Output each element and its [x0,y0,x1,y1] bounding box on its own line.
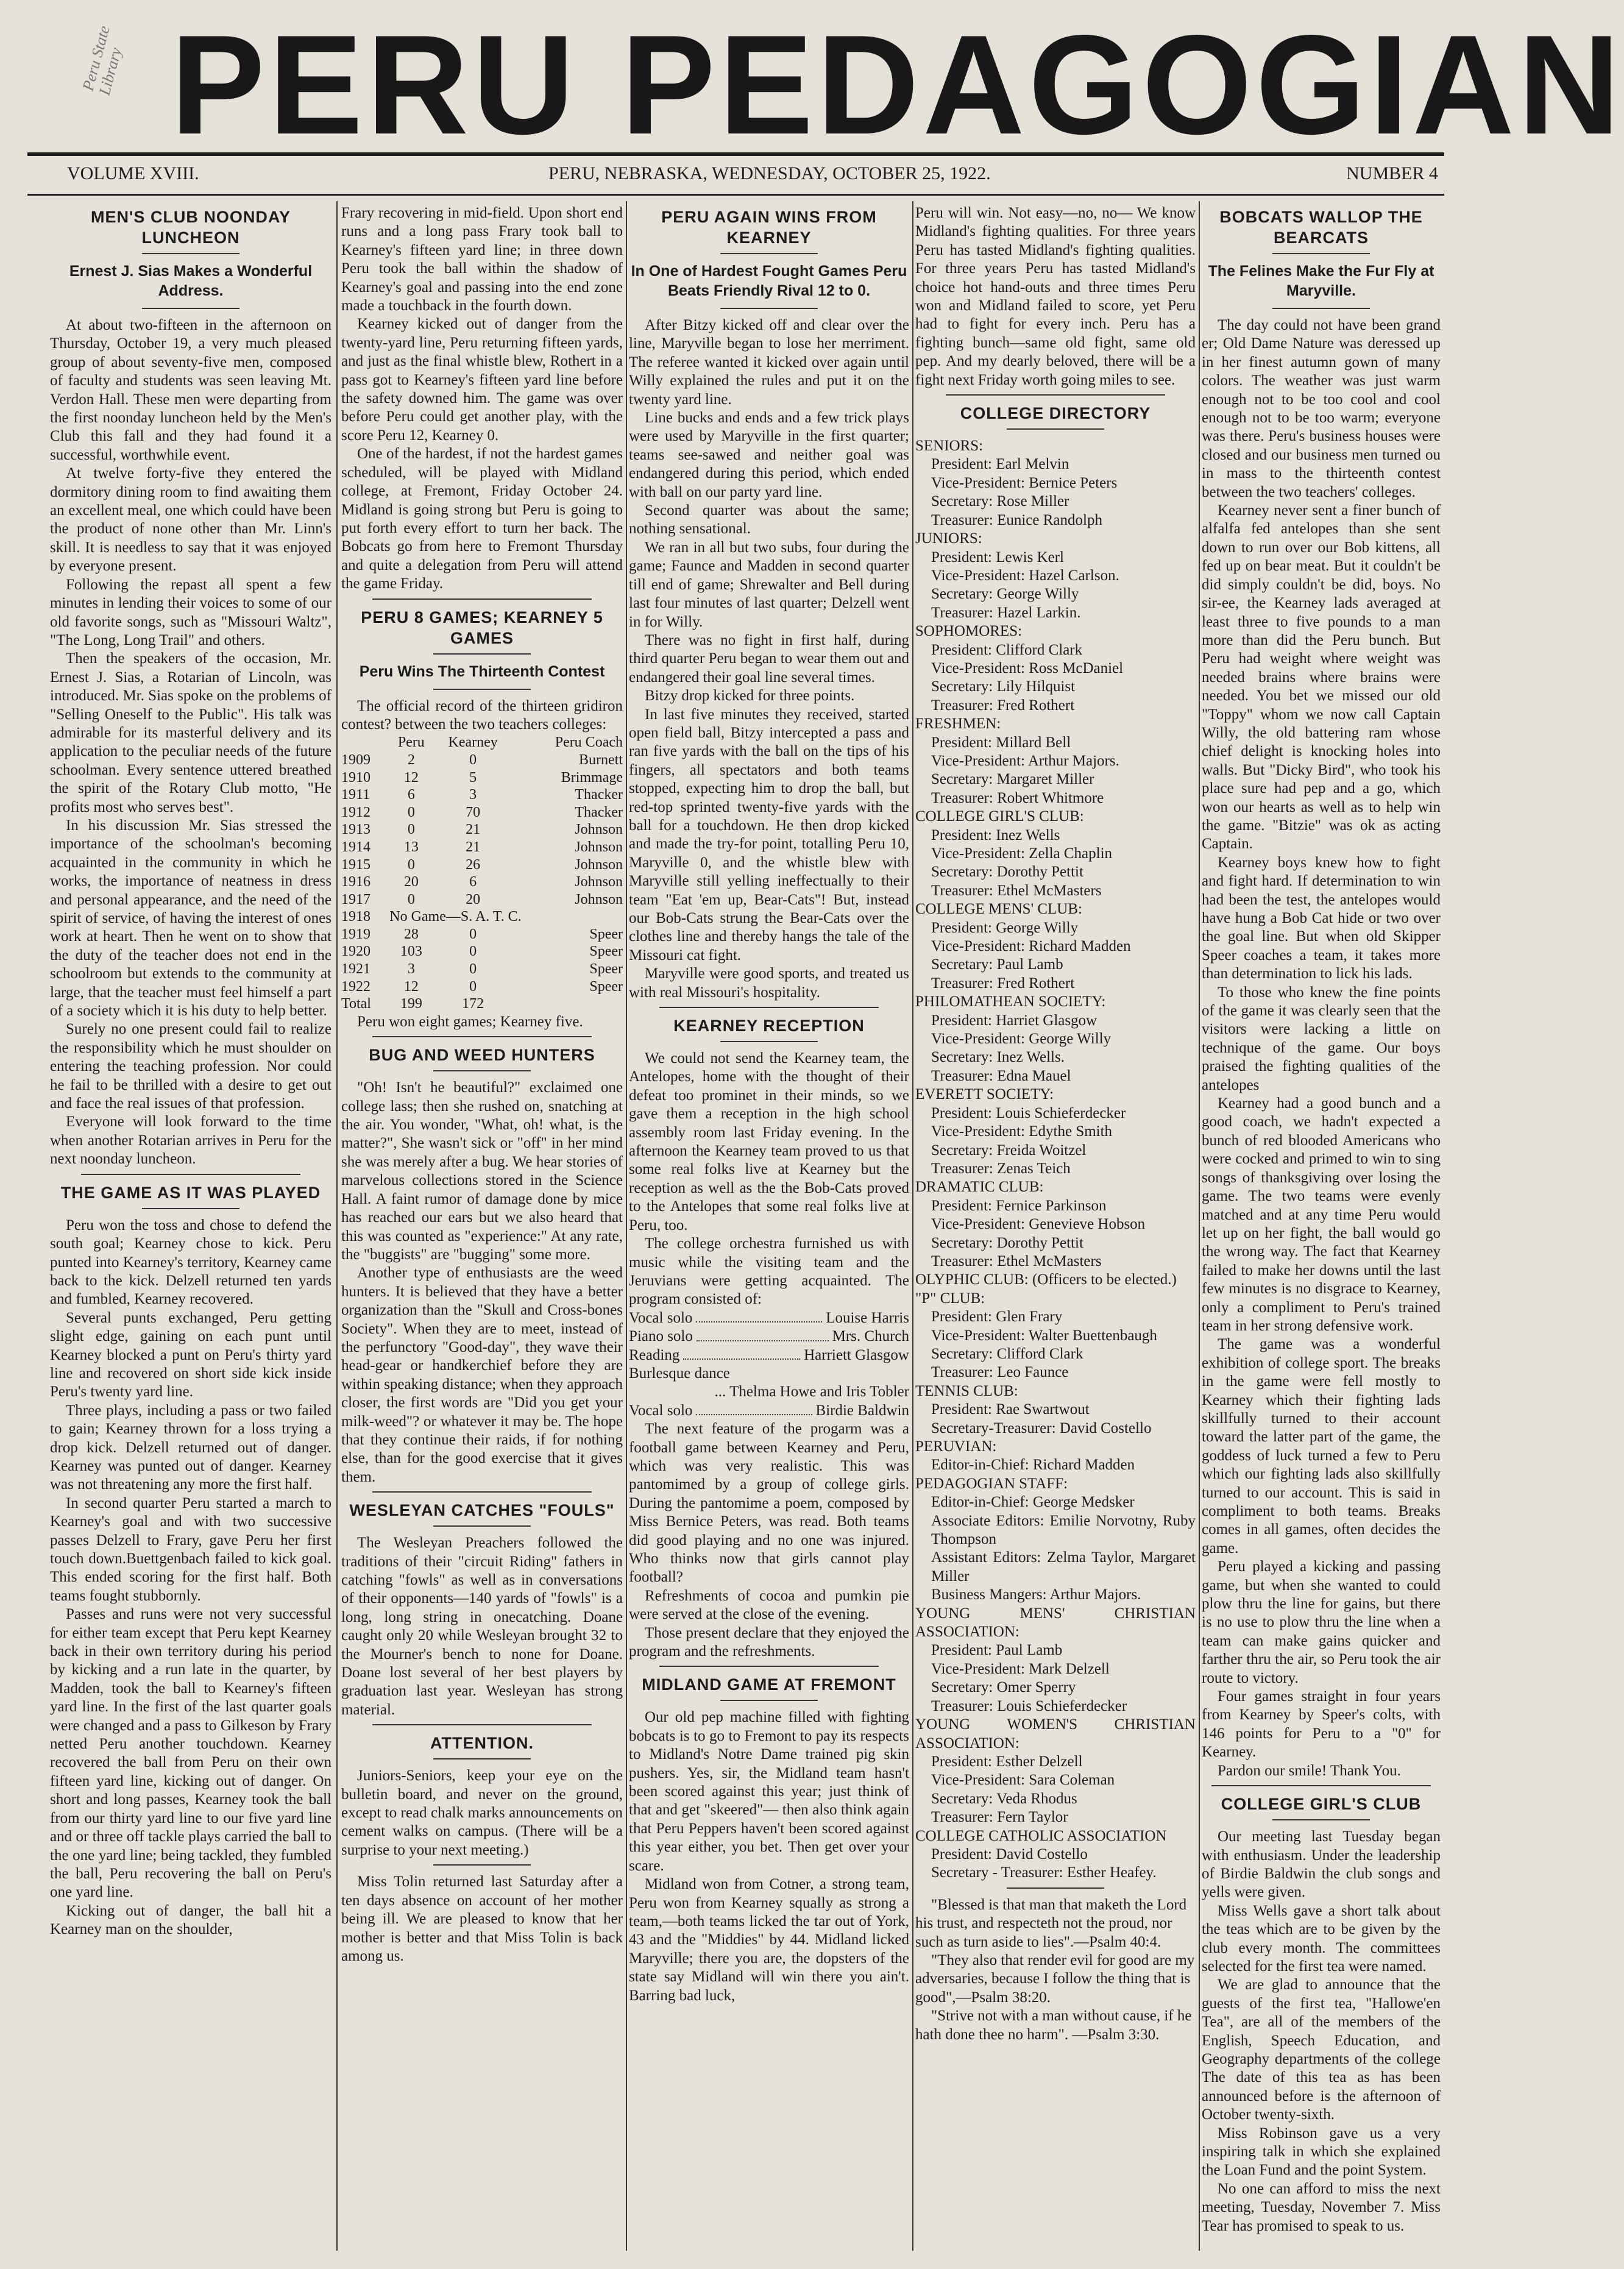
paragraph: Those present declare that they enjoyed the program and the refreshments. [629,1624,909,1660]
divider [720,1700,818,1701]
peru-score-cell: 3 [407,961,415,978]
program-performer: Mrs. Church [832,1328,909,1345]
divider [1272,253,1370,254]
paragraph: Frary recovering in mid-field. Upon short end runs and a long pass Frary took ball to Kearney's fifteen yard line; in three down Peru took the ball within the shadow of Kearney's goal and passing into the end zone made a touchback in the fourth down. [341,205,623,314]
paragraph: Four games straight in four years from Kearney by Speer's colts, with 146 points for Peru to a "0" for Kearney. [1202,1688,1441,1761]
directory-entry: Treasurer: Ethel McMasters [931,1252,1102,1269]
directory-entry: President: Harriet Glasgow [931,1012,1097,1029]
kearney-score-cell: 0 [469,926,477,942]
divider [433,1525,531,1527]
score-row [341,769,623,787]
header-cell: Kearney [448,734,498,751]
paragraph: The official record of the thirteen gridiron contest? between the two teachers colleges: [341,697,623,733]
year-cell: 1917 [341,891,371,907]
directory-entry: Secretary: Freida Woitzel [931,1142,1087,1159]
divider [946,394,1165,396]
directory-entry: Vice-President: Mark Delzell [931,1660,1110,1677]
peru-score-cell: 20 [403,874,419,890]
paragraph: Midland won from Cotner, a strong team, Peru won from Kearney squally as strong a team,—both teams licked the tar out of York, 43 and the "Middies" by 44. Midland licked Maryville; there you are, the dopsters of the state say Midland will win there you ain't. Barring bad luck, [629,1876,909,2004]
directory-entry: Secretary: Lily Hilquist [931,678,1076,695]
masthead-rule-top [27,152,1444,156]
article-heading: THE GAME AS IT WAS PLAYED [60,1183,321,1202]
program-item-title: Burlesque dance [629,1365,730,1382]
date-text: PERU, NEBRASKA, WEDNESDAY, OCTOBER 25, 1922. [548,163,991,183]
article-heading: ATTENTION. [430,1734,534,1753]
column-rule [1199,201,1200,2251]
paragraph: Kearney boys knew how to fight and fight hard. If determination to win had been the test, the antelopes would have hung a Bob Cat hide or two over the goal line. But when old Skipper Speer coaches a team, it takes more than determination to lick his lads. [1202,854,1441,982]
peru-score-cell: 12 [403,769,419,786]
paragraph: Kearney never sent a finer bunch of alfalfa fed antelopes than she sent down to run over our Bob kittens, all fed up on bear meat. But it couldn't be did simply couldn't be did, boys. No sir-ee, the Kearney lads averaged at least three to five pounds to a man more than did the Peru bunch. But Peru had weight where weight was needed brains where brains were needed. You bet we missed our old "Toppy" whom we now call Captain Willy, the old battering ram whose chief delight is knocking holes into walls. But "Dicky Bird", who took his place sure had pep and a go, which won our hearts as well as to help win the game. "Bitzie" was ok as acting Captain. [1202,502,1441,853]
directory-section: COLLEGE CATHOLIC ASSOCIATION [915,1827,1167,1844]
paragraph: Miss Robinson gave us a very inspiring talk in which she explained the Loan Fund and the point System. [1202,2125,1441,2179]
divider [433,653,531,655]
directory-entry: President: Louis Schieferdecker [931,1104,1126,1121]
program-item-title: Vocal solo [629,1402,693,1419]
directory-entry: Vice-President: Edythe Smith [931,1123,1113,1140]
year-cell: 1913 [341,822,371,838]
directory-entry: Secretary: Dorothy Pettit [931,1234,1083,1251]
score-row [341,891,623,909]
paragraph: Surely no one present could fail to realize the responsibility which he must shoulder on entering the teaching profession. Nor could he fail to be thrilled with a desire to get out and face the real issues of that profession. [50,1021,332,1112]
kearney-score-cell: 21 [466,839,481,855]
directory-entry: Editor-in-Chief: George Medsker [931,1494,1135,1511]
directory-section: SENIORS: [915,438,984,455]
score-row [341,873,623,891]
directory-entry: Treasurer: Edna Mauel [931,1067,1071,1084]
article-body [50,1216,332,1939]
paragraph: Maryville were good sports, and treated us with real Missouri's hospitality. [629,965,909,1001]
paragraph: Peru played a kicking and passing game, but when she wanted to could plow thru the line for gains, but there is no use to plow thru the line when a team can make gains quicker and farther thru the air, so Peru took the air route to victory. [1202,1558,1441,1686]
kearney-score-cell: 70 [466,804,481,820]
column-5 [1202,204,1441,2257]
coach-cell: Speer [589,943,623,960]
paragraph: To those who knew the fine points of the game it was clearly seen that the visitors were lacking a little on technique of the game. Our boys praised the fighting qualities of the antelopes [1202,984,1441,1093]
directory-entry: Treasurer: Ethel McMasters [931,882,1102,899]
column-rule [626,201,627,2251]
paragraph: At about two-fifteen in the afternoon on Thursday, October 19, a very much pleased group of about seventy-five men, composed of faculty and students was seen leaving Mt. Verdon Hall. These men were departing from the first noonday luncheon held by the Men's Club this fall and they had found it a successful, worthwhile event. [50,317,332,463]
paragraph: The Wesleyan Preachers followed the traditions of their "circuit Riding" fathers in catching "fowls" as well as in conversations of their opponents—140 yards of "fowls" is a long, long string in onecatching. Doane caught only 20 while Wesleyan brought 32 to the Mourner's bench to none for Doane. Doane lost several of her best players by graduation last year. Wesleyan has strong material. [341,1535,623,1718]
directory-section: PEDAGOGIAN STAFF: [915,1475,1068,1492]
header-cell [341,734,389,751]
article-heading: COLLEGE GIRL'S CLUB [1221,1795,1422,1814]
divider [720,308,818,309]
peru-score-cell: 28 [403,926,419,942]
directory-entry: Treasurer: Zenas Teich [931,1160,1071,1177]
score-table [341,734,623,1013]
divider [433,1864,531,1866]
divider [142,1208,239,1209]
score-row [341,804,623,822]
divider [433,1758,531,1759]
directory-entry: Associate Editors: Emilie Norvotny, Ruby Thompson [931,1512,1196,1548]
program-item-title: Vocal solo [629,1309,693,1326]
directory-entry: President: David Costello [931,1845,1088,1862]
paragraph: Everyone will look forward to the time when another Rotarian arrives in Peru for the next noonday luncheon. [50,1113,332,1168]
article-heading: PERU AGAIN WINS FROM KEARNEY [661,208,877,247]
divider [1007,428,1104,430]
directory-entry: President: Rae Swartwout [931,1401,1090,1418]
directory-section: SOPHOMORES: [915,623,1023,640]
article-heading: WESLEYAN CATCHES "FOULS" [349,1501,615,1520]
article-heading: BUG AND WEED HUNTERS [369,1046,595,1065]
directory-section: FRESHMEN: [915,715,1001,733]
paragraph: Second quarter was about the same; nothing sensational. [629,502,909,538]
directory-entry: Treasurer: Leo Faunce [931,1364,1069,1381]
paragraph: We could not send the Kearney team, the Antelopes, home with the thought of their defeat too prominet in their minds, so we gave them a reception in the high school assembly room last Friday evening. In the afternoon the Kearney team proved to us that some real folks live at Kearney but the reception as well as the the Bob-Cats proved to the Antelopes that some real folks live at Peru, too. [629,1050,909,1234]
score-row [341,908,623,926]
coach-cell: Johnson [575,891,623,907]
score-total-row [341,995,623,1013]
masthead-rule-bottom [27,194,1444,196]
column-1 [50,204,332,2257]
directory-entry: Secretary: Rose Miller [931,493,1069,510]
directory-entry: Treasurer: Hazel Larkin. [931,604,1081,621]
directory-entry: President: Lewis Kerl [931,549,1065,566]
divider [433,689,531,690]
score-rows [341,751,623,995]
peru-score-cell: 2 [407,751,415,768]
article-heading: KEARNEY RECEPTION [673,1017,865,1035]
peru-score-cell: 13 [403,839,419,855]
kearney-score-cell: 21 [466,822,481,838]
paragraph: One of the hardest, if not the hardest games scheduled, will be played with Midland college, at Fremont, Friday October 24. Midland is going strong but Peru is going to put forth every effort to turn her back. The Bobcats go from here to Fremont Thursday and quite a delegation from Peru will attend the game Friday. [341,446,623,592]
quote: "They also that render evil for good are my adversaries, because I follow the thing that is good",—Psalm 38:20. [915,1951,1195,2006]
program-performer: ... Thelma Howe and Iris Tobler [714,1383,909,1401]
paragraph: Pardon our smile! Thank You. [1218,1762,1401,1779]
directory-entry: Vice-President: Genevieve Hobson [931,1216,1146,1233]
volume-label: VOLUME XVIII. [67,163,199,183]
paragraph: In his discussion Mr. Sias stressed the importance of the schoolman's becoming acquainted in the community in which he works, the importance of neatness in dress and personal appearance, and the need of the spirit of service, of having the interest of ones work at heart. Then he went on to show that the duty of the teacher does not end in the schoolroom but extends to the community at large, that the teacher must feel himself a part of a society which it is his duty to help better. [50,817,332,1020]
paragraph: The next feature of the progarm was a football game between Kearney and Peru, which was very realistic. This was pantomimed by a group of college girls. During the pantomime a poem, composed by Miss Bernice Peters, was read. Both teams did good playing and no one was injured. Who thinks now that girls cannot play football? [629,1421,909,1586]
divider [659,1007,879,1008]
article-heading: MEN'S CLUB NOONDAY LUNCHEON [91,208,291,247]
paragraph: Peru won the toss and chose to defend the south goal; Kearney chose to kick. Peru punted into Kearney's territory, Kearney came back to the kick. Delzell returned ten yards and fumbled, Kearney recovered. [50,1216,332,1308]
directory-entry: Secretary-Treasurer: David Costello [931,1419,1152,1436]
kearney-score-cell: 0 [469,978,477,995]
directory-entry: Vice-President: Hazel Carlson. [931,567,1119,584]
divider [1211,1785,1431,1786]
no-game-cell: No Game—S. A. T. C. [389,909,522,925]
paragraph: Refreshments of cocoa and pumkin pie were served at the close of the evening. [629,1587,909,1623]
directory-section: YOUNG MENS' CHRISTIAN ASSOCIATION: [915,1605,1196,1641]
directory-entry: Business Mangers: Arthur Majors. [931,1586,1141,1603]
paragraph: Peru won eight games; Kearney five. [357,1013,583,1030]
article-heading: PERU 8 GAMES; KEARNEY 5 GAMES [361,608,603,647]
total-kearney: 172 [462,996,484,1012]
score-row [341,856,623,874]
masthead-title: PERU PEDAGOGIAN [171,6,1624,164]
directory-entry: Editor-in-Chief: Richard Madden [931,1457,1135,1474]
paragraph: In second quarter Peru started a march to Kearney's goal and with two successive passes Delzell to Frary, gave Peru her first touch down.Buettgenbach failed to kick goal. This ended scoring for the first half. Both teams fought stubbornly. [50,1494,332,1604]
article-body [50,316,332,1169]
directory-entry: Treasurer: Fred Rothert [931,975,1075,992]
score-row [341,978,623,996]
directory-entry: Treasurer: Louis Schieferdecker [931,1697,1127,1714]
column-2 [341,204,623,2257]
kearney-score-cell: 3 [469,787,477,803]
divider [372,1491,592,1493]
directory-entry: President: George Willy [931,919,1079,936]
paragraph: "Oh! Isn't he beautiful?" exclaimed one college lass; then she rushed on, snatching at the air. You wonder, "What, oh! what, is the matter?", She wasn't sick or "off" in her mind she was merely after a bug. We hear stories of marvelous collections stored in the Science Hall. A faint rumor of damage done by mice has reached our ears but we also heard that this was counted as "experience:" At any rate, the "buggists" are "bugging" some more. [341,1079,623,1263]
score-row [341,943,623,961]
paragraph: No one can afford to miss the next meeting, Tuesday, November 7. Miss Tear has promised to speak to us. [1202,2180,1441,2234]
article-subheading: The Felines Make the Fur Fly at Maryville. [1208,263,1434,299]
directory-entry: Assistant Editors: Zelma Taylor, Margaret Miller [931,1549,1196,1585]
program-item [629,1327,909,1346]
directory-section: COLLEGE MENS' CLUB: [915,901,1082,918]
article-heading: BOBCATS WALLOP THE BEARCATS [1219,208,1423,247]
directory-section: PHILOMATHEAN SOCIETY: [915,993,1106,1010]
kearney-score-cell: 6 [469,874,477,890]
directory-entry: Vice-President: Bernice Peters [931,474,1118,491]
divider [720,1041,818,1042]
kearney-score-cell: 5 [469,769,477,786]
directory-entry: Secretary: Veda Rhodus [931,1790,1077,1807]
year-cell: 1911 [341,787,371,803]
year-cell: 1914 [341,839,371,855]
year-cell: 1912 [341,804,371,820]
paragraph: Peru will win. Not easy—no, no— We know Midland's fighting qualities. For three years Peru has tasted Midland's fighting qualities. For three years Peru has tasted Midland's choice hot hand-outs and three times Peru won and Midland failed to score, yet Peru had to fight for every inch. Peru has a fighting bunch—same old fight, same old pep. And my dearly beloved, there will be a fight next Friday worth going miles to see. [915,205,1196,388]
coach-cell: Thacker [575,804,623,820]
year-cell: 1922 [341,978,371,995]
coach-cell: Johnson [575,874,623,890]
score-row [341,926,623,943]
paragraph: Three plays, including a pass or two failed to gain; Kearney thrown for a loss trying a drop kick. Delzell returned out of danger. Kearney was punted out of danger. Kearney was not threatening any more the first half. [50,1402,332,1493]
directory-entry: Secretary: Omer Sperry [931,1679,1076,1696]
directory-entry: President: Fernice Parkinson [931,1197,1107,1214]
score-row [341,961,623,978]
article-subheading: Peru Wins The Thirteenth Contest [359,662,605,680]
directory-section: TENNIS CLUB: [915,1382,1018,1399]
paragraph: Kearney had a good bunch and a good coach, we hadn't expected a bunch of red blooded Americans who were cocked and primed to win to sing songs of thanksgiving over losing the game. The two teams were evenly matched and at any time Peru would let up on her fight, the ball would go the wrong way. The fact that Kearney failed to make her downs until the last few minutes is no disgrace to Kearney, only a compliment to Peru's trained team in her strong defensive work. [1202,1095,1441,1334]
directory-entry: Secretary: Inez Wells. [931,1049,1065,1066]
coach-cell: Thacker [575,787,623,803]
directory-entry: Secretary - Treasurer: Esther Heafey. [931,1864,1157,1881]
program-item [629,1346,909,1365]
divider [433,1070,531,1071]
peru-score-cell: 12 [403,978,419,995]
leader-dots [683,1346,800,1360]
directory-section: "P" CLUB: [915,1290,985,1307]
program-item [629,1309,909,1327]
program-item-title: Reading [629,1346,680,1363]
peru-score-cell: 6 [407,787,415,803]
year-cell: 1919 [341,926,371,942]
divider [720,253,818,254]
column-rule [912,201,913,2251]
directory-entry: Vice-President: Walter Buettenbaugh [931,1327,1157,1344]
peru-score-cell: 0 [407,891,415,907]
directory-section: YOUNG WOMEN'S CHRISTIAN ASSOCIATION: [915,1716,1196,1752]
paragraph: There was no fight in first half, during third quarter Peru began to wear them out and endangered their goal line several times. [629,631,909,686]
divider [1272,308,1370,309]
paragraph: We are glad to announce that the guests of the first tea, "Hallowe'en Tea", are all of the members of the English, Speech Education, and Geography departments of the college The date of this tea as has been announced before is the afternoon of October twenty-sixth. [1202,1976,1441,2123]
coach-cell: Johnson [575,822,623,838]
paragraph: Juniors-Seniors, keep your eye on the bulletin board, and never on the ground, except to read chalk marks announcements on cement walks on campus. (There will be a surprise to your next meeting.) [341,1767,623,1858]
peru-score-cell: 103 [400,943,422,960]
directory-entry: Vice-President: Richard Madden [931,938,1131,955]
coach-cell: Johnson [575,839,623,855]
issue-number: NUMBER 4 [1346,163,1438,183]
column-rule [336,201,338,2251]
directory-entry: President: Millard Bell [931,734,1071,751]
paragraph: Passes and runs were not very successful for either team except that Peru kept Kearney back in their own territory during his period by kicking and a run late in the quarter, by Madden, took the ball to Kearney's fifteen yard line. In the first of the last quarter goals were changed and a pass to Gilkeson by Frary netted Peru another touchdown. Kearney recovered the ball from Peru on their own fifteen yard line, kicking out of danger. On short and long passes, Kearney took the ball from our thirty yard line to our five yard line and or three off tackle plays carried the ball to the one yard line; being tackled, they fumbled the ball, Peru recovering the ball on Peru's one yard line. [50,1606,332,1901]
directory-entry: President: Paul Lamb [931,1642,1063,1659]
total-label: Total [341,996,371,1012]
paragraph: Miss Wells gave a short talk about the teas which are to be given by the club every month. The committees selected for the first tea were named. [1202,1902,1441,1975]
directory-entry: Treasurer: Eunice Randolph [931,511,1102,528]
paragraph: At twelve forty-five they entered the dormitory dining room to find awaiting them an excellent meal, one which could have been the product of none other than Mr. Linn's skill. It is needless to say that it was enjoyed by everyone present. [50,465,332,575]
year-cell: 1910 [341,769,371,786]
directory-entry: President: Clifford Clark [931,641,1083,658]
paragraph: The day could not have been grand er; Old Dame Nature was deressed up in her finest autumn gown of many colors. The weather was just warm enough not to be too cool and cool enough not to be too warm; everyone was there. Peru's business houses were closed and our business men turned ou in mass to the thirteenth contest between the two teachers' colleges. [1202,317,1441,500]
directory-section: EVERETT SOCIETY: [915,1086,1054,1103]
divider [372,1036,592,1037]
divider [1272,1819,1370,1820]
paragraph: Then the speakers of the occasion, Mr. Ernest J. Sias, a Rotarian of Lincoln, was introduced. Mr. Sias spoke on the problems of "Selling Oneself to the Public". His talk was admirable for its masterful delivery and its application to the peculiar needs of the future schoolman. Every sentence uttered breathed the spirit of the Rotary Club motto, "He profits most who serves best". [50,650,332,815]
divider [81,1174,300,1175]
article-heading: MIDLAND GAME AT FREMONT [642,1675,896,1694]
directory-section: DRAMATIC CLUB: [915,1179,1044,1196]
directory-section: COLLEGE GIRL'S CLUB: [915,808,1084,825]
peru-score-cell: 0 [407,804,415,820]
paragraph: Kearney kicked out of danger from the twenty-yard line, Peru returning fifteen yards, and just as the final whistle blew, Rothert in a pass got to Kearney's fifteen yard line before the safety downed him. The game was over before Peru could get another play, with the score Peru 12, Kearney 0. [341,316,623,444]
header-cell: Peru [397,734,425,751]
year-cell: 1921 [341,961,371,978]
divider [372,598,592,600]
article-body [341,204,623,594]
program-item-title: Piano solo [629,1328,693,1345]
kearney-score-cell: 0 [469,751,477,768]
paragraph: Following the repast all spent a few minutes in lending their voices to some of our old favorite songs, such as "Missouri Waltz", "The Long, Long Trail" and others. [50,576,332,648]
divider [372,1724,592,1725]
directory-entry: Vice-President: Sara Coleman [931,1772,1115,1789]
directory-entry: Secretary: Clifford Clark [931,1345,1083,1362]
paragraph: We ran in all but two subs, four during the game; Faunce and Madden in second quarter till end of game; Shrewalter and Bell during last four minutes of last quarter; Delzell went in for Willy. [629,539,909,630]
directory-entry: Treasurer: Fred Rothert [931,697,1075,714]
directory-entry: Secretary: Paul Lamb [931,956,1063,973]
program-performer: Harriett Glasgow [804,1346,909,1363]
directory-entry: Vice-President: Arthur Majors. [931,752,1119,769]
dateline [43,160,1444,184]
score-row [341,839,623,856]
kearney-score-cell: 20 [466,891,481,907]
paragraph: Our old pep machine filled with fighting bobcats is to go to Fremont to pay its respects to Midland's Notre Dame trained pig skin pushers. Yes, sir, the Midland team hasn't been scored against this year; just think of that and get "skeered"— then also think again that Peru Peppers haven't been scored against this year either, you bet. Then get over your scare. [629,1709,909,1874]
score-row [341,786,623,804]
divider [1007,1887,1104,1889]
year-cell: 1915 [341,856,371,873]
directory-entry: President: Esther Delzell [931,1753,1083,1770]
paragraph: Line bucks and ends and a few trick plays were used by Maryville in the first quarter; teams see-sawed and neither goal was endangered during this period, which ended with ball on our party yard line. [629,410,909,500]
header-cell: Peru Coach [555,734,623,751]
year-cell: 1920 [341,943,371,960]
program-list [629,1309,909,1420]
score-table-header [341,734,623,751]
article-subheading: In One of Hardest Fought Games Peru Beats Friendly Rival 12 to 0. [631,263,907,299]
paragraph: In last five minutes they received, started open field ball, Bitzy intercepted a pass and ran five yards with the ball on the tips of his fingers, all spectators and both teams stopped, expecting him to drop the ball, but red-top sprinted twenty-five yards with the ball for a touchdown. He then drop kicked and made the try-for point, totalling Peru 10, Maryville 0, and the whistle blew with Maryville still yelling ineffectually to their team "Eat 'em up, Bear-Cats"! But, instead our Bob-Cats strung the Bear-Cats over the clothes line and thereby hangs the tale of the Missouri cat fight. [629,706,909,964]
divider [142,308,239,309]
peru-score-cell: 0 [407,856,415,873]
coach-cell: Speer [589,978,623,995]
program-item [629,1402,909,1420]
directory-entry: President: Earl Melvin [931,456,1069,473]
directory-section: PERUVIAN: [915,1438,997,1455]
article-subheading: Ernest J. Sias Makes a Wonderful Address. [69,263,313,299]
paragraph: The college orchestra furnished us with music while the visiting team and the Jeruvians were getting acquainted. The program consisted of: [629,1235,909,1308]
directory-entry: President: Inez Wells [931,826,1060,843]
paragraph: The game was a wonderful exhibition of college sport. The breaks in the game were fell mostly to Kearney which their fighting lads skillfully turned to their account toward the latter part of the game, the goddess of luck turned a few to Peru which our fighting lads also skillfully turned to our account. This is said in compliment to both teams. Breaks comes in all games, often decides the game. [1202,1336,1441,1557]
year-cell: 1916 [341,874,371,890]
quote: "Strive not with a man without cause, if he hath done thee no harm". —Psalm 3:30. [915,2008,1192,2043]
leader-dots [697,1327,829,1341]
year-cell: 1918 [341,909,371,925]
kearney-score-cell: 26 [466,856,481,873]
program-performer: Louise Harris [826,1309,909,1326]
coach-cell: Johnson [575,856,623,873]
college-directory [915,437,1196,1883]
article-heading: COLLEGE DIRECTORY [960,404,1151,423]
divider [142,253,239,254]
directory-entry: President: Glen Frary [931,1308,1063,1326]
paragraph: After Bitzy kicked off and clear over the line, Maryville began to lose her merriment. The referee wanted it kicked over again until Willy explained the rules and put it on the twenty yard line. [629,317,909,408]
coach-cell: Speer [589,961,623,978]
directory-entry: Secretary: Margaret Miller [931,771,1094,788]
program-performer: Birdie Baldwin [815,1402,909,1419]
library-stamp: Peru State Library [79,24,126,98]
paragraph: Several punts exchanged, Peru getting slight edge, gaining on each punt until Kearney blocked a punt on Peru's thirty yard line and recovered on short side kick inside Peru's twenty yard line. [50,1309,332,1401]
directory-entry: Treasurer: Fern Taylor [931,1809,1068,1826]
paragraph: Bitzy drop kicked for three points. [645,687,855,705]
total-peru: 199 [400,996,422,1012]
paragraph: Kicking out of danger, the ball hit a Kearney man on the shoulder, [50,1902,332,1938]
paragraph: Another type of enthusiasts are the weed hunters. It is believed that they have a better organization than the "Skull and Cross-bones Society". When they are to meet, instead of the perfunctory "Good-day", they wave their head-gear or handkerchief before they are within speaking distance; when they approach closer, the first words are "Did you get your milk-weed"? or whatever it may be. The hope that they continue their raids, if for nothing else, than for the good exercise that it gives them. [341,1265,623,1485]
directory-section: OLYPHIC CLUB: (Officers to be elected.) [915,1271,1177,1288]
directory-entry: Secretary: George Willy [931,586,1079,603]
coach-cell: Burnett [579,751,623,768]
leader-dots [696,1309,822,1323]
score-row [341,821,623,839]
coach-cell: Brimmage [561,769,623,786]
score-row [341,751,623,769]
directory-entry: Vice-President: Ross McDaniel [931,659,1124,676]
divider [659,1666,879,1667]
quote: "Blessed is that man that maketh the Lord his trust, and respecteth not the proud, nor such as turn aside to lies".—Psalm 40:4. [915,1896,1187,1950]
directory-entry: Vice-President: Zella Chaplin [931,845,1113,862]
peru-score-cell: 0 [407,822,415,838]
kearney-score-cell: 0 [469,943,477,960]
column-3 [629,204,909,2257]
directory-entry: Vice-President: George Willy [931,1031,1112,1048]
column-4 [915,204,1196,2257]
kearney-score-cell: 0 [469,961,477,978]
directory-entry: Secretary: Dorothy Pettit [931,864,1083,881]
coach-cell: Speer [589,926,623,942]
paragraph: Our meeting last Tuesday began with enthusiasm. Under the leadership of Birdie Baldwin the club songs and yells were given. [1202,1828,1441,1901]
paragraph: Miss Tolin returned last Saturday after a ten days absence on account of her mother being ill. We are pleased to know that her mother is better and that Miss Tolin is back among us. [341,1873,623,1964]
year-cell: 1909 [341,751,371,768]
leader-dots [696,1402,812,1415]
directory-section: JUNIORS: [915,530,982,547]
directory-entry: Treasurer: Robert Whitmore [931,789,1104,806]
